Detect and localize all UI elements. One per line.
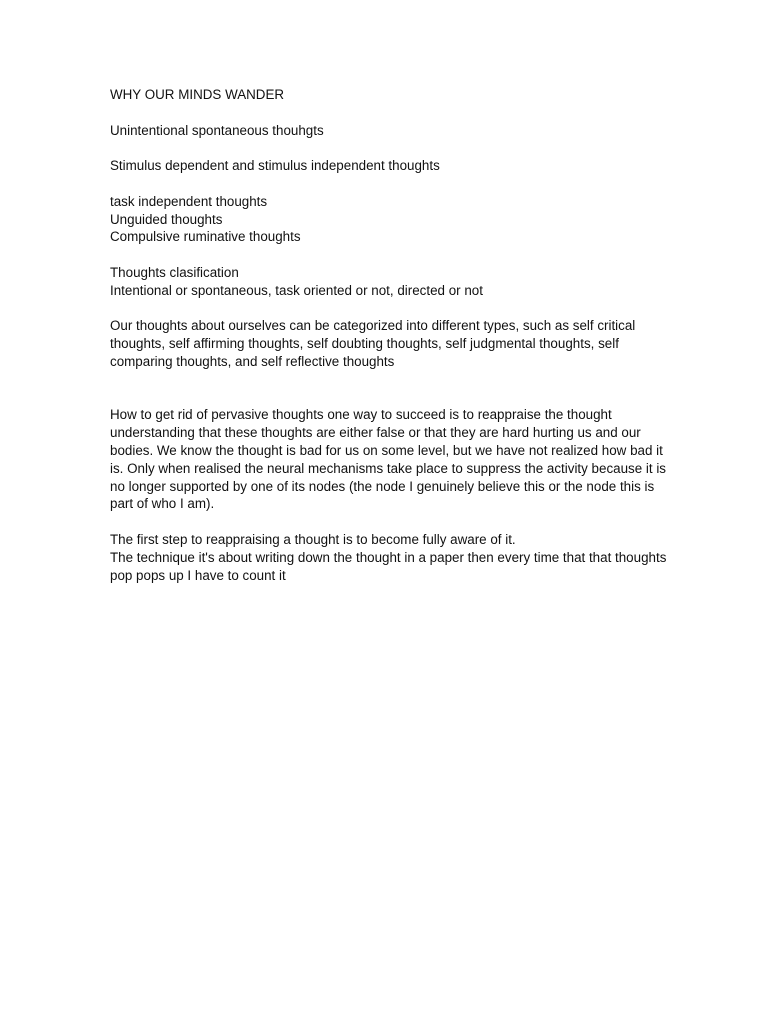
reappraise-paragraph: How to get rid of pervasive thoughts one way to succeed is to reappraise the thought understanding that these thoughts are either false or that they are hard hurting us and our bodies. We know the thought is bad for us on some level, but we have not realized how bad it is. Only when realised the neural mechanisms take place to suppress the activity because it is no longer supported by one of its nodes (the node I genuinely believe this or the node this is part of who I am). — [110, 407, 666, 512]
technique-block — [110, 531, 670, 584]
technique-line: The technique it's about writing down the thought in a paper then every time that that thoughts pop pops up I have to count it — [110, 549, 671, 583]
list-item: Compulsive ruminative thoughts — [110, 229, 301, 245]
stimulus-line: Stimulus dependent and stimulus independent thoughts — [110, 158, 440, 174]
classification-heading: Thoughts clasification — [110, 264, 239, 280]
first-step-line: The first step to reappraising a thought is to become fully aware of it. — [110, 531, 516, 547]
reappraise-block — [110, 406, 670, 513]
list-item: task independent thoughts — [110, 193, 268, 209]
self-thoughts-paragraph: Our thoughts about ourselves can be categorized into different types, such as self critical thoughts, self affirming thoughts, self doubting thoughts, self judgmental thoughts, self comparing thoughts, and self reflective thoughts — [110, 318, 636, 369]
thought-types-list — [110, 193, 670, 246]
unintentional-line: Unintentional spontaneous thouhgts — [110, 122, 324, 138]
self-thoughts-block — [110, 317, 670, 370]
classification-block — [110, 264, 670, 300]
list-item: Unguided thoughts — [110, 211, 223, 227]
classification-text: Intentional or spontaneous, task oriented or not, directed or not — [110, 282, 483, 298]
stimulus-block — [110, 157, 670, 175]
title-block — [110, 86, 670, 104]
document-title: WHY OUR MINDS WANDER — [110, 87, 285, 102]
document-body — [110, 86, 670, 602]
unintentional-block — [110, 122, 670, 140]
